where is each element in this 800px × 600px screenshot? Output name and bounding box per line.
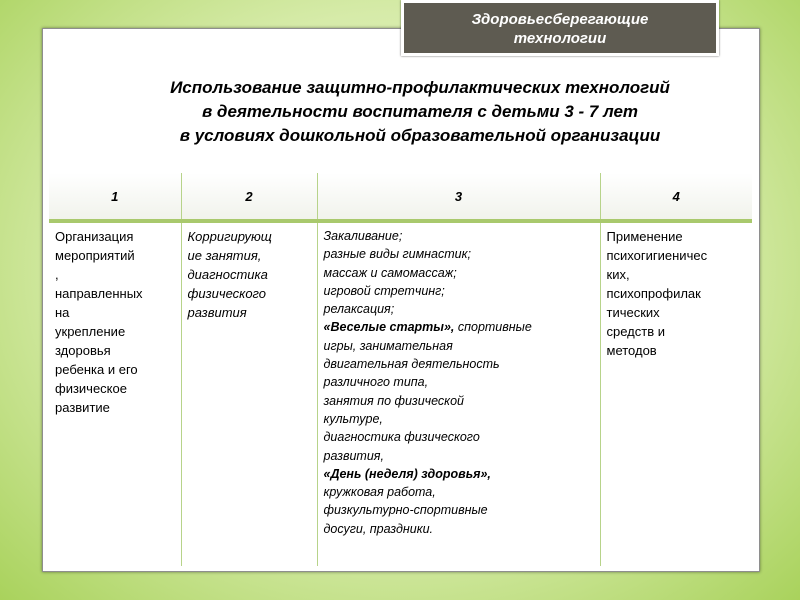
cell-line: психопрофилак [606,286,701,301]
cell-line: тических [606,305,660,320]
title-line-3: в условиях дошкольной образовательной организации [179,126,661,145]
cell-line: Закаливание; [323,229,403,243]
cell-line: «День (неделя) здоровья», [323,466,491,481]
cell-line: Применение [606,229,683,244]
cell-line: развития, [323,448,384,463]
header-col-2: 2 [181,173,317,221]
cell-line: физкультурно-спортивные [323,503,488,518]
cell-line: массаж и самомассаж; [323,265,457,280]
cell-line: диагностика [187,267,268,282]
topic-tag [401,0,719,56]
cell-line: различного типа, [323,375,429,390]
cell-line: игровой стретчинг; [323,283,445,298]
cell-corrective [181,221,317,566]
cell-line: развития [187,305,247,320]
cell-line: направленных [55,286,143,301]
cell-line [324,318,595,336]
cell-line: средств и [606,324,665,339]
topic-tag-line-1: Здоровьесберегающие [471,11,649,28]
cell-line: укрепление [55,324,126,339]
cell-line: культуре, [323,411,383,426]
cell-line: мероприятий [55,248,135,263]
cell-line: Корригирующ [187,229,272,244]
cell-line: разные виды гимнастик; [323,247,472,262]
cell-line: Организация [55,229,134,244]
cell-line: диагностика физического [323,430,480,445]
cell-line: двигательная деятельность [323,357,500,372]
cell-line: методов [606,343,657,358]
page-title [70,76,770,148]
cell-activities [49,221,181,566]
cell-line-bold: «Веселые старты», [323,320,455,335]
cell-line: игры, занимательная [323,338,453,353]
topic-tag-line-2: технологии [513,30,607,47]
cell-line: психогигиеничес [606,248,708,263]
cell-line: на [55,305,70,320]
table-header-row [49,173,752,221]
cell-line: ребенка и его [55,362,138,377]
cell-line: ие занятия, [187,248,262,263]
table-row [49,221,752,566]
title-line-2: в деятельности воспитателя с детьми 3 - 7 лет [201,102,639,121]
header-col-4: 4 [600,173,752,221]
cell-line: релаксация; [323,302,395,317]
cell-line: здоровья [55,343,111,358]
cell-line: развитие [55,400,110,415]
cell-line-rest: спортивные [454,320,532,335]
cell-line: кружковая работа, [323,485,436,500]
cell-line: занятия по физической [323,393,464,408]
title-line-1: Использование защитно-профилактических технологий [170,78,670,97]
technologies-table [49,173,752,566]
header-col-1: 1 [49,173,181,221]
cell-line: досуги, праздники. [323,521,434,536]
cell-line: физическое [55,381,127,396]
cell-line: физического [187,286,267,301]
cell-line: ких, [606,267,630,282]
header-col-3: 3 [317,173,600,221]
cell-methods [317,221,600,566]
cell-psychohygiene [600,221,752,566]
cell-line: , [55,267,59,282]
